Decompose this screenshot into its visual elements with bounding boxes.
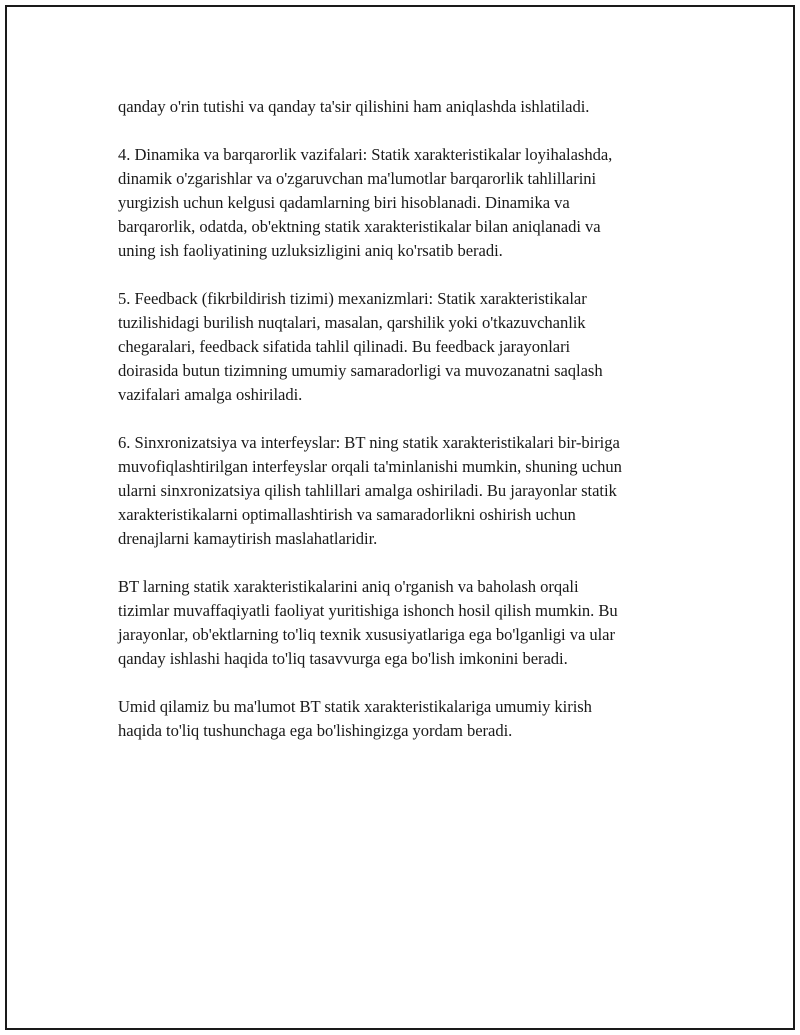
paragraph-feedback-mechanisms: 5. Feedback (fikrbildirish tizimi) mexanizmlari: Statik xarakteristikalar tuzilishidagi burilish nuqtalari, masalan, qarshilik yoki o'tkazuvchanlik chegaralari, feedback sifatida tahlil qilinadi. Bu feedback jarayonlari doirasida butun tizimning umumiy samaradorligi va muvozanatni saqlash vazifalari amalga oshiriladi. xyxy=(118,289,603,404)
page-content xyxy=(118,95,698,767)
page-frame xyxy=(5,5,795,1030)
paragraph-summary: BT larning statik xarakteristikalarini aniq o'rganish va baholash orqali tizimlar muvaffaqiyatli faoliyat yuritishiga ishonch hosil qilish mumkin. Bu jarayonlar, ob'ektlarning to'liq texnik xususiyatlariga ega bo'lganligi va ular qanday ishlashi haqida to'liq tasavvurga ega bo'lish imkonini beradi. xyxy=(118,577,618,668)
paragraph-dynamics-stability: 4. Dinamika va barqarorlik vazifalari: Statik xarakteristikalar loyihalashda, dinamik o'zgarishlar va o'zgaruvchan ma'lumotlar barqarorlik tahlillarini yurgizish uchun kelgusi qadamlarning biri hisoblanadi. Dinamika va barqarorlik, odatda, ob'ektning statik xarakteristikalar bilan aniqlanadi va uning ish faoliyatining uzluksizligini aniq ko'rsatib beradi. xyxy=(118,145,613,260)
paragraph-synchronization-interfaces: 6. Sinxronizatsiya va interfeyslar: BT ning statik xarakteristikalari bir-biriga muvofiqlashtirilgan interfeyslar orqali ta'minlanishi mumkin, shuning uchun ularni sinxronizatsiya qilish tahlillari amalga oshiriladi. Bu jarayonlar statik xarakteristikalarni optimallashtirish va samaradorlikni oshirish uchun drenajlarni kamaytirish maslahatlaridir. xyxy=(118,433,622,548)
paragraph-closing: Umid qilamiz bu ma'lumot BT statik xarakteristikalariga umumiy kirish haqida to'liq tushunchaga ega bo'lishingizga yordam beradi. xyxy=(118,697,592,740)
paragraph-continuation: qanday o'rin tutishi va qanday ta'sir qilishini ham aniqlashda ishlatiladi. xyxy=(118,97,590,116)
